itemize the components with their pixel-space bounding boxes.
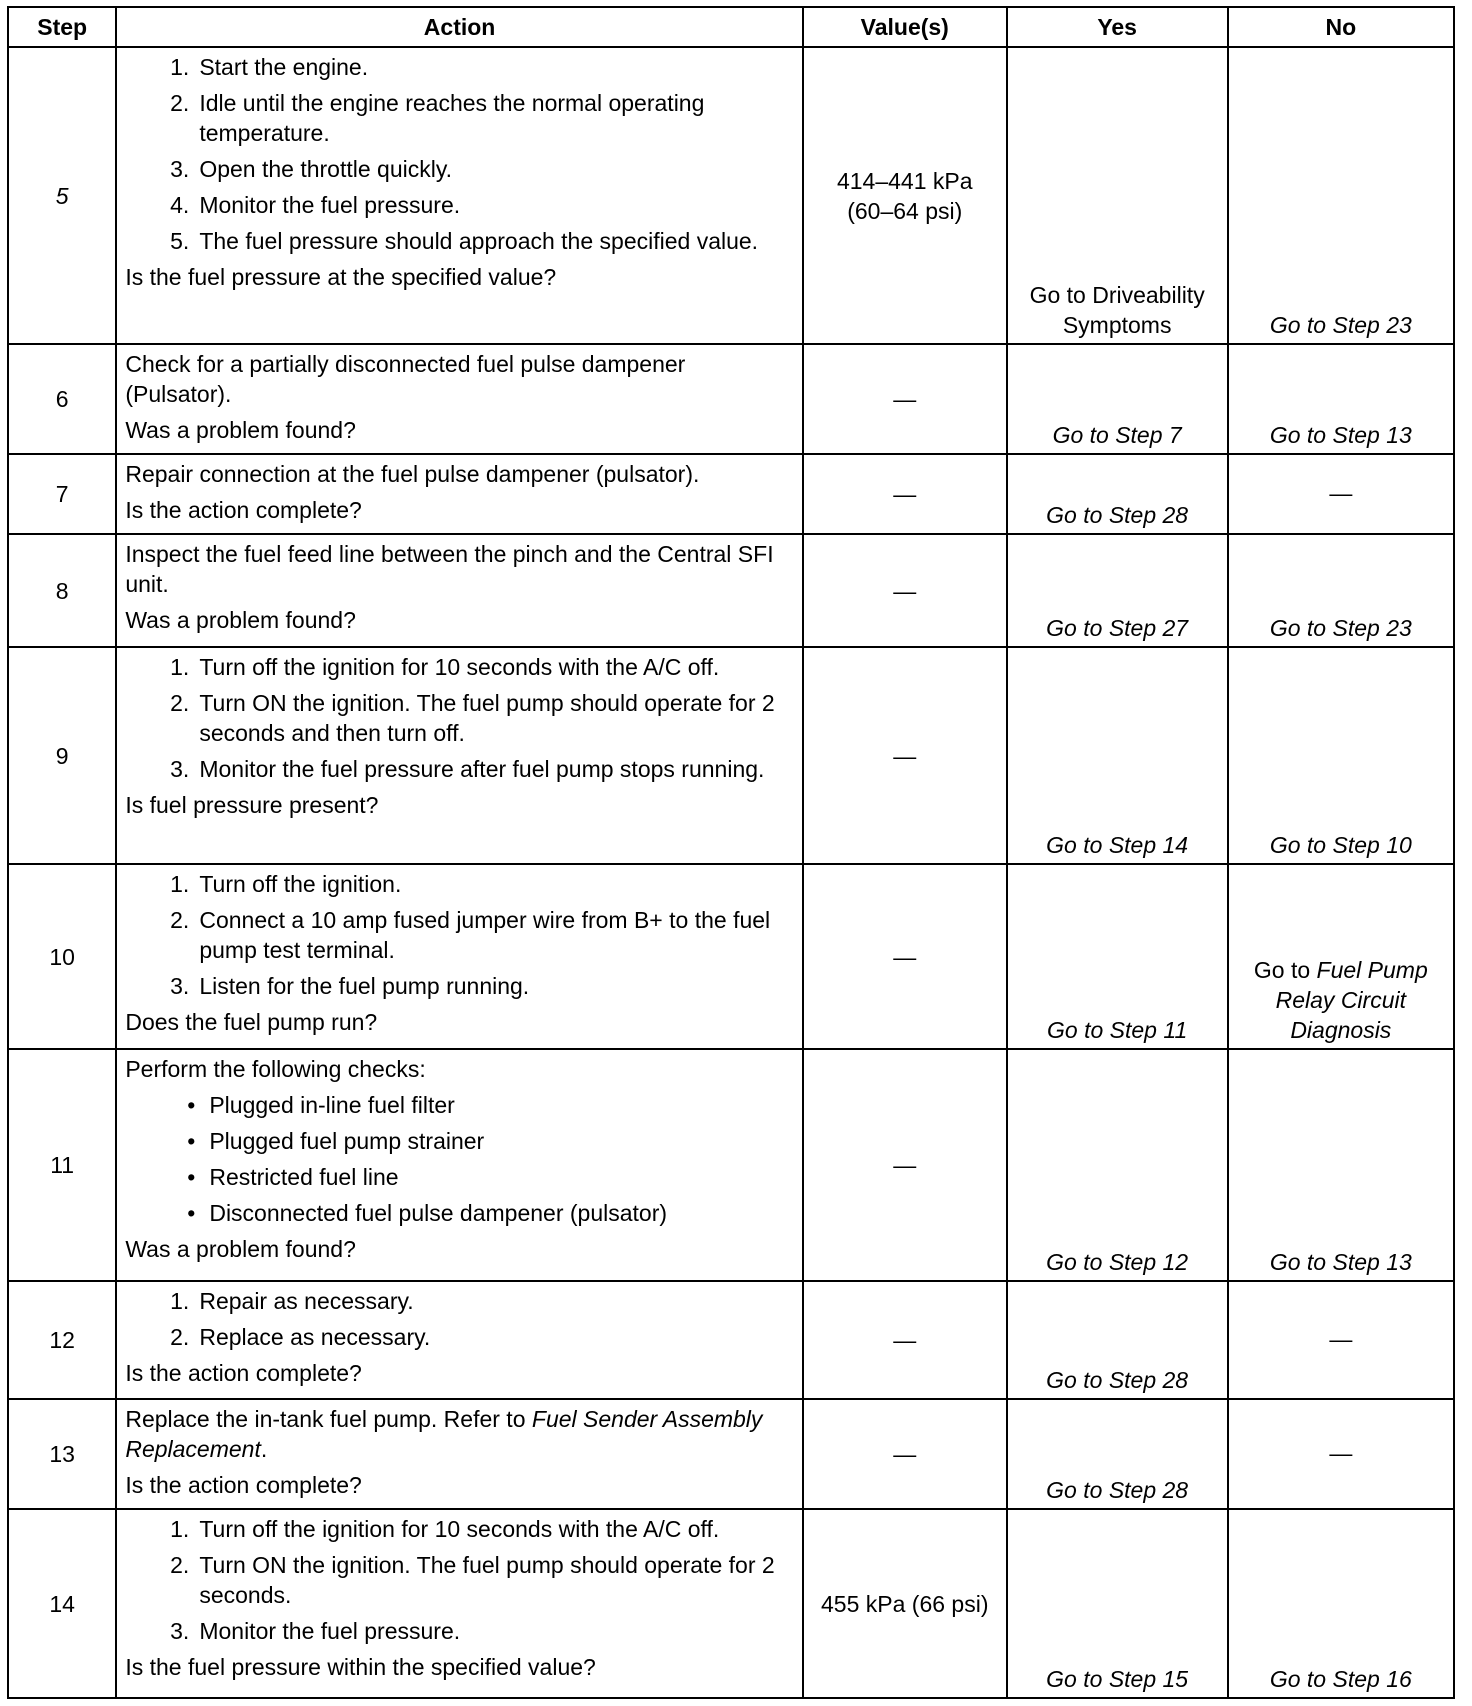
header-step: Step bbox=[8, 7, 116, 47]
value-line: (60–64 psi) bbox=[847, 197, 963, 224]
list-item: 5. The fuel pressure should approach the specified value. bbox=[170, 228, 759, 254]
step-number: 10 bbox=[8, 864, 116, 1049]
step-number: 7 bbox=[8, 454, 116, 534]
question: Does the fuel pump run? bbox=[125, 1009, 378, 1035]
no-cell: Go to Step 13 bbox=[1228, 344, 1454, 454]
no-cell: Go to Step 23 bbox=[1228, 534, 1454, 647]
list-item: 1. Turn off the ignition. bbox=[170, 871, 402, 897]
numbered-steps bbox=[125, 869, 794, 1001]
list-item: 1. Start the engine. bbox=[170, 54, 369, 80]
table-row bbox=[8, 454, 1454, 534]
action-text: Repair connection at the fuel pulse dampener (pulsator). bbox=[125, 461, 700, 487]
list-item: 1. Turn off the ignition for 10 seconds with the A/C off. bbox=[170, 1516, 720, 1542]
list-item: • Disconnected fuel pulse dampener (pulsator) bbox=[187, 1200, 668, 1226]
step-number: 11 bbox=[8, 1049, 116, 1281]
yes-cell: Go to Step 12 bbox=[1007, 1049, 1228, 1281]
yes-cell: Go to Step 11 bbox=[1007, 864, 1228, 1049]
list-item: • Plugged fuel pump strainer bbox=[187, 1128, 485, 1154]
list-item: 4. Monitor the fuel pressure. bbox=[170, 192, 461, 218]
action-cell bbox=[116, 1509, 803, 1698]
step-number: 12 bbox=[8, 1281, 116, 1399]
yes-cell: Go to Driveability Symptoms bbox=[1007, 47, 1228, 344]
value-cell: — bbox=[803, 1399, 1007, 1509]
action-text: Perform the following checks: bbox=[125, 1056, 426, 1082]
list-item: 3. Monitor the fuel pressure after fuel pump stops running. bbox=[170, 756, 765, 782]
list-item: 2. Replace as necessary. bbox=[170, 1324, 431, 1350]
header-row bbox=[8, 7, 1454, 47]
question: Is the action complete? bbox=[125, 1360, 362, 1386]
action-text: Check for a partially disconnected fuel pulse dampener (Pulsator). bbox=[125, 351, 686, 407]
bullet-list bbox=[125, 1090, 794, 1228]
value-line: 414–441 kPa bbox=[836, 167, 973, 194]
no-cell: Go to Step 13 bbox=[1228, 1049, 1454, 1281]
table-row bbox=[8, 344, 1454, 454]
procedure-link: Fuel Sender Assembly Replacement bbox=[125, 1406, 763, 1462]
question: Is the action complete? bbox=[125, 1472, 362, 1498]
value-cell: — bbox=[803, 344, 1007, 454]
no-cell: Go to Step 16 bbox=[1228, 1509, 1454, 1698]
action-text: Inspect the fuel feed line between the pinch and the Central SFI unit. bbox=[125, 541, 774, 597]
question: Was a problem found? bbox=[125, 417, 356, 443]
table-row bbox=[8, 1281, 1454, 1399]
table-row bbox=[8, 647, 1454, 864]
step-number: 13 bbox=[8, 1399, 116, 1509]
value-cell: — bbox=[803, 864, 1007, 1049]
step-number: 5 bbox=[8, 47, 116, 344]
list-item: 1. Turn off the ignition for 10 seconds with the A/C off. bbox=[170, 654, 720, 680]
yes-cell: Go to Step 27 bbox=[1007, 534, 1228, 647]
numbered-steps bbox=[125, 1514, 794, 1646]
table-row bbox=[8, 1049, 1454, 1281]
no-prefix: Go to bbox=[1253, 957, 1317, 983]
list-item: 2. Turn ON the ignition. The fuel pump should operate for 2 seconds and then turn off. bbox=[170, 690, 775, 746]
header-action: Action bbox=[116, 7, 803, 47]
list-item: 1. Repair as necessary. bbox=[170, 1288, 414, 1314]
yes-cell: Go to Step 7 bbox=[1007, 344, 1228, 454]
action-prefix: Replace the in-tank fuel pump. Refer to bbox=[125, 1406, 532, 1432]
yes-cell: Go to Step 15 bbox=[1007, 1509, 1228, 1698]
step-number: 14 bbox=[8, 1509, 116, 1698]
action-cell bbox=[116, 344, 803, 454]
action-cell bbox=[116, 647, 803, 864]
action-cell bbox=[116, 534, 803, 647]
no-cell: — bbox=[1228, 454, 1454, 534]
question: Is the fuel pressure within the specified value? bbox=[125, 1654, 596, 1680]
value-cell: — bbox=[803, 1281, 1007, 1399]
list-item: 2. Turn ON the ignition. The fuel pump should operate for 2 seconds. bbox=[170, 1552, 775, 1608]
list-item: 2. Idle until the engine reaches the normal operating temperature. bbox=[170, 90, 705, 146]
numbered-steps bbox=[125, 52, 794, 256]
question: Is the fuel pressure at the specified value? bbox=[125, 264, 557, 290]
no-cell: — bbox=[1228, 1399, 1454, 1509]
numbered-steps bbox=[125, 652, 794, 784]
yes-cell: Go to Step 28 bbox=[1007, 454, 1228, 534]
action-cell bbox=[116, 47, 803, 344]
action-cell bbox=[116, 1281, 803, 1399]
question: Was a problem found? bbox=[125, 607, 356, 633]
no-cell: Go to Step 10 bbox=[1228, 647, 1454, 864]
value-cell: — bbox=[803, 454, 1007, 534]
yes-cell: Go to Step 28 bbox=[1007, 1281, 1228, 1399]
header-yes: Yes bbox=[1007, 7, 1228, 47]
header-values: Value(s) bbox=[803, 7, 1007, 47]
table-row bbox=[8, 47, 1454, 344]
no-cell: Go to Step 23 bbox=[1228, 47, 1454, 344]
diagnostic-table bbox=[7, 6, 1455, 1699]
action-text bbox=[125, 1404, 794, 1464]
action-cell bbox=[116, 454, 803, 534]
value-cell bbox=[803, 47, 1007, 344]
header-no: No bbox=[1228, 7, 1454, 47]
step-number: 8 bbox=[8, 534, 116, 647]
step-number: 9 bbox=[8, 647, 116, 864]
numbered-steps bbox=[125, 1286, 794, 1352]
value-cell: — bbox=[803, 1049, 1007, 1281]
question: Is the action complete? bbox=[125, 497, 362, 523]
list-item: 3. Open the throttle quickly. bbox=[170, 156, 453, 182]
list-item: • Restricted fuel line bbox=[187, 1164, 399, 1190]
question: Was a problem found? bbox=[125, 1236, 356, 1262]
yes-cell: Go to Step 14 bbox=[1007, 647, 1228, 864]
action-cell bbox=[116, 1049, 803, 1281]
value-cell: — bbox=[803, 534, 1007, 647]
table-row bbox=[8, 1399, 1454, 1509]
value-cell: 455 kPa (66 psi) bbox=[803, 1509, 1007, 1698]
table-row bbox=[8, 864, 1454, 1049]
table-row bbox=[8, 534, 1454, 647]
list-item: 2. Connect a 10 amp fused jumper wire from B+ to the fuel pump test terminal. bbox=[170, 907, 771, 963]
list-item: 3. Listen for the fuel pump running. bbox=[170, 973, 530, 999]
no-link: Fuel Pump Relay Circuit Diagnosis bbox=[1275, 957, 1428, 1043]
step-number: 6 bbox=[8, 344, 116, 454]
question: Is fuel pressure present? bbox=[125, 792, 379, 818]
value-cell: — bbox=[803, 647, 1007, 864]
table-row bbox=[8, 1509, 1454, 1698]
yes-cell: Go to Step 28 bbox=[1007, 1399, 1228, 1509]
no-cell bbox=[1228, 864, 1454, 1049]
action-suffix: . bbox=[260, 1436, 268, 1462]
action-cell bbox=[116, 1399, 803, 1509]
no-cell: — bbox=[1228, 1281, 1454, 1399]
list-item: 3. Monitor the fuel pressure. bbox=[170, 1618, 461, 1644]
list-item: • Plugged in-line fuel filter bbox=[187, 1092, 455, 1118]
action-cell bbox=[116, 864, 803, 1049]
